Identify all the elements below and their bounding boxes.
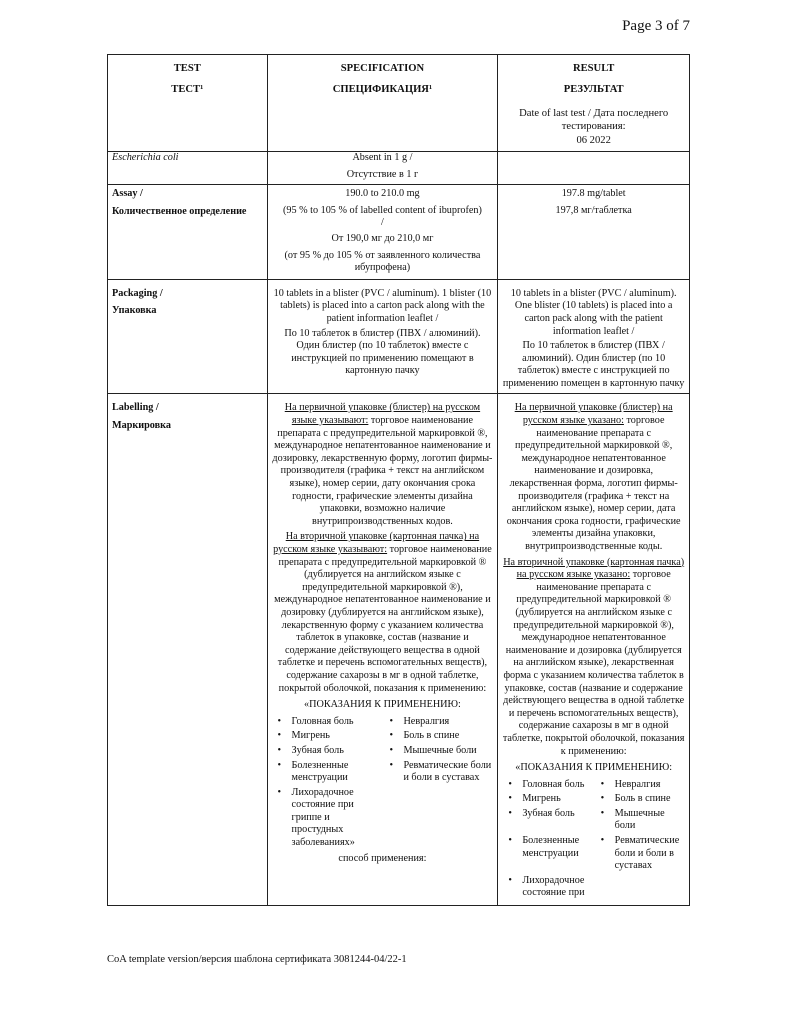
list-item: • Мигрень (274, 730, 382, 743)
table-header-row (108, 55, 690, 152)
list-item: • Головная боль (504, 779, 592, 792)
table-row-packaging (108, 279, 690, 394)
list-item: • Ревматические боли и боли в суставах (385, 760, 493, 785)
labelling-result-secondary-body: торговое наименование препарата с предупредительной маркировкой ® (дублируется на английском языке с предупредительной маркировкой ®), международное непатентованное наименование и дозировка (дублируется на английском языке), лекарственная форма с указанием количества таблеток в упаковке, состав (название и содержание действующего вещества в одной таблетке и перечень вспомогательных веществ), содержание сахарозы в мг в одной таблетке, покрытой оболочкой, показания к применению: (502, 569, 685, 757)
assay-spec-3: От 190,0 мг до 210,0 мг (331, 232, 434, 244)
table-row-assay (108, 185, 690, 280)
header-result-en: RESULT (572, 63, 615, 74)
ecoli-name: Escherichia coli (108, 151, 268, 184)
header-test-ru: ТЕСТ¹ (171, 83, 204, 95)
header-test (108, 55, 268, 152)
labelling-spec-secondary-head: На вторичной упаковке (картонная пачка) на русском языке указывают: (273, 531, 480, 555)
ecoli-spec (267, 151, 498, 184)
labelling-result-primary-body: торговое наименование препарата с предупредительной маркировкой ®, международное непатентованное наименование и дозировка, лекарственная форма, логотип фирмы-производителя (графика + текст на английском языке), номер серии, дата окончания срока годности, графические элементы дизайна упаковки, внутрипроизводственные коды. (506, 415, 681, 552)
list-item: • Невралгия (597, 779, 685, 792)
packaging-name (108, 279, 268, 394)
labelling-spec (267, 394, 498, 906)
packaging-spec-en: 10 tablets in a blister (PVC / aluminum). 1 blister (10 tablets) is placed into a carton pack along with the patient information leaflet / (273, 287, 492, 324)
assay-name (108, 185, 268, 280)
packaging-result (498, 279, 690, 394)
assay-spec-4: (от 95 % до 105 % от заявленного количества ибупрофена) (284, 249, 481, 274)
list-item: • Мышечные боли (385, 745, 493, 758)
packaging-spec-ru: По 10 таблеток в блистер (ПВХ / алюминий). Один блистер (по 10 таблеток) вместе с инструкцией по применению помещают в картонную пачку (284, 327, 481, 377)
table-row-ecoli (108, 151, 690, 184)
ecoli-spec-ru: Отсутствие в 1 г (346, 168, 419, 180)
assay-name-en: Assay / (112, 188, 143, 200)
packaging-spec (267, 279, 498, 394)
assay-result-2: 197,8 мг/таблетка (555, 204, 632, 216)
labelling-spec-secondary-body: торговое наименование препарата с предупредительной маркировкой ® (дублируется на английском языке с предупредительной маркировкой ®), международное непатентованное наименование и дозировку (дублируется на английском языке), лекарственную форму с указанием количества таблеток в упаковке, состав (название и содержание действующего вещества в одной таблетке и перечень вспомогательных веществ), содержание сахарозы в мг в одной таблетке, покрытой оболочкой, показания к применению: (274, 544, 492, 694)
list-item: • Болезненные менструации (504, 835, 592, 873)
packaging-name-en: Packaging / (112, 287, 163, 299)
last-test-date: 06 2022 (576, 135, 611, 147)
header-spec-en: SPECIFICATION (340, 63, 425, 74)
packaging-name-ru: Упаковка (112, 305, 157, 317)
header-spec-ru: СПЕЦИФИКАЦИЯ¹ (332, 83, 433, 95)
assay-spec-slash: / (381, 217, 384, 229)
footer-template-version: CoA template version/версия шаблона сертификата 3081244-04/22-1 (107, 954, 407, 965)
labelling-spec-primary (272, 402, 494, 528)
ecoli-spec-en: Absent in 1 g / (352, 151, 413, 163)
assay-spec (267, 185, 498, 280)
list-item: • Зубная боль (274, 745, 382, 758)
list-item: • Лихорадочное состояние при гриппе и простудных заболеваниях» (274, 787, 382, 850)
list-item: • Зубная боль (504, 808, 592, 833)
result-indications-title: «ПОКАЗАНИЯ К ПРИМЕНЕНИЮ: (515, 762, 673, 774)
labelling-result-secondary-head: На вторичной упаковке (картонная пачка) на русском языке указано: (503, 556, 685, 581)
table-row-labelling (108, 394, 690, 906)
labelling-spec-primary-head: На первичной упаковке (блистер) на русском языке указывают: (284, 402, 481, 427)
labelling-name (108, 394, 268, 906)
labelling-result-secondary (502, 557, 685, 759)
labelling-name-ru: Маркировка (112, 420, 171, 432)
assay-result (498, 185, 690, 280)
last-test-label: Date of last test / Дата последнего тестирования: (519, 108, 669, 132)
specification-table (107, 54, 690, 906)
list-item: • Головная боль (274, 716, 382, 729)
result-indications-list (504, 779, 685, 900)
list-item: • Мигрень (504, 793, 592, 806)
ecoli-result (498, 151, 690, 184)
packaging-result-ru: По 10 таблеток в блистер (ПВХ / алюминий). Один блистер (по 10 таблеток) вместе с инструкцией по применению помещен в картонную пачку (502, 340, 685, 389)
assay-result-1: 197.8 mg/tablet (561, 188, 626, 200)
labelling-result-primary (502, 402, 685, 553)
page-number: Page 3 of 7 (622, 18, 690, 34)
spec-indications-list (274, 716, 494, 850)
labelling-spec-primary-body: торговое наименование препарата с предупредительной маркировкой ®, международное непатентованное наименование и дозировку, лекарственную форму, логотип фирмы-производителя (графика + текст на английском языке), номер серии, дату окончания срока годности, графические элементы дизайна упаковки, возможно наличие внутрипроизводственных кодов. (272, 415, 493, 527)
list-item: • Ревматические боли и боли в суставах (597, 835, 685, 873)
header-test-en: TEST (173, 63, 201, 74)
list-item: • Боль в спине (597, 793, 685, 806)
list-item: • Боль в спине (385, 730, 493, 743)
assay-spec-2: (95 % to 105 % of labelled content of ibuprofen) (282, 204, 482, 216)
spec-indications-title: «ПОКАЗАНИЯ К ПРИМЕНЕНИЮ: (304, 699, 461, 711)
labelling-result-primary-head: На первичной упаковке (блистер) на русском языке указано: (514, 402, 673, 427)
assay-spec-1: 190.0 to 210.0 mg (345, 188, 420, 200)
labelling-name-en: Labelling / (112, 402, 159, 414)
list-item: • Болезненные менструации (274, 760, 382, 785)
assay-name-ru: Количественное определение (112, 205, 247, 217)
header-result-ru: РЕЗУЛЬТАТ (563, 83, 624, 95)
header-result (498, 55, 690, 152)
packaging-result-en: 10 tablets in a blister (PVC / aluminum). One blister (10 tablets) is placed into a carton pack along with the patient information leaflet / (510, 287, 677, 337)
header-specification (267, 55, 498, 152)
list-item: • Невралгия (385, 716, 493, 729)
labelling-spec-secondary (272, 531, 494, 695)
labelling-result (498, 394, 690, 906)
list-item: • Мышечные боли (597, 808, 685, 833)
list-item: • Лихорадочное состояние при (504, 875, 592, 900)
spec-method-label: способ применения: (338, 852, 427, 864)
